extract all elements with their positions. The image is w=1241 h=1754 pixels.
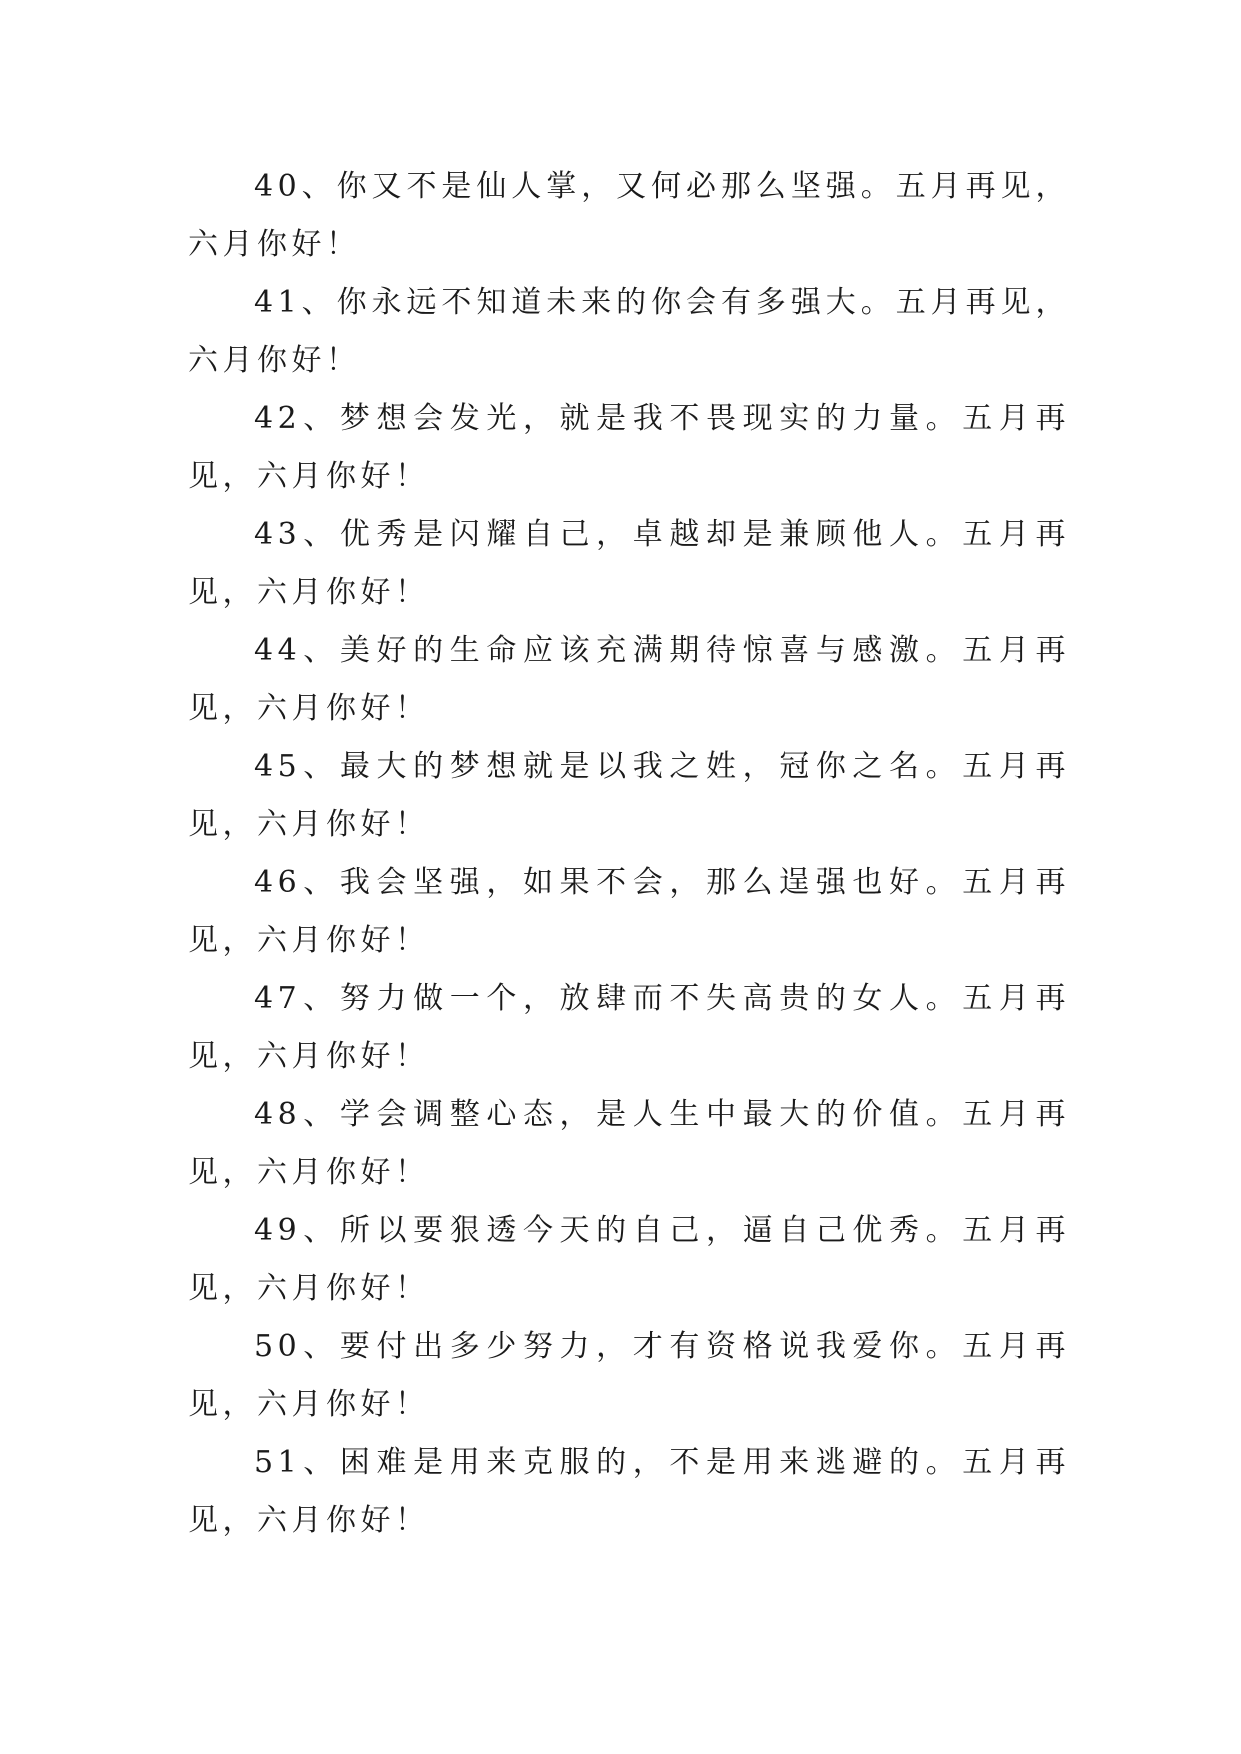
paragraph-44: 44、美好的生命应该充满期待惊喜与感激。五月再见，六月你好！	[188, 633, 1070, 726]
paragraph-45: 45、最大的梦想就是以我之姓，冠你之名。五月再见，六月你好！	[188, 749, 1070, 842]
paragraph-50: 50、要付出多少努力，才有资格说我爱你。五月再见，六月你好！	[188, 1329, 1070, 1422]
paragraph-47: 47、努力做一个，放肆而不失高贵的女人。五月再见，六月你好！	[188, 981, 1070, 1074]
paragraph-49: 49、所以要狠透今天的自己，逼自己优秀。五月再见，六月你好！	[188, 1213, 1070, 1306]
document-body	[188, 158, 1070, 1550]
paragraph-48: 48、学会调整心态，是人生中最大的价值。五月再见，六月你好！	[188, 1097, 1070, 1190]
paragraph-51: 51、困难是用来克服的，不是用来逃避的。五月再见，六月你好！	[188, 1445, 1070, 1538]
paragraph-43: 43、优秀是闪耀自己，卓越却是兼顾他人。五月再见，六月你好！	[188, 517, 1070, 610]
paragraph-42: 42、梦想会发光，就是我不畏现实的力量。五月再见，六月你好！	[188, 401, 1070, 494]
paragraph-40: 40、你又不是仙人掌，又何必那么坚强。五月再见，六月你好！	[188, 169, 1070, 262]
paragraph-41: 41、你永远不知道未来的你会有多强大。五月再见，六月你好！	[188, 285, 1070, 378]
paragraph-46: 46、我会坚强，如果不会，那么逞强也好。五月再见，六月你好！	[188, 865, 1070, 958]
